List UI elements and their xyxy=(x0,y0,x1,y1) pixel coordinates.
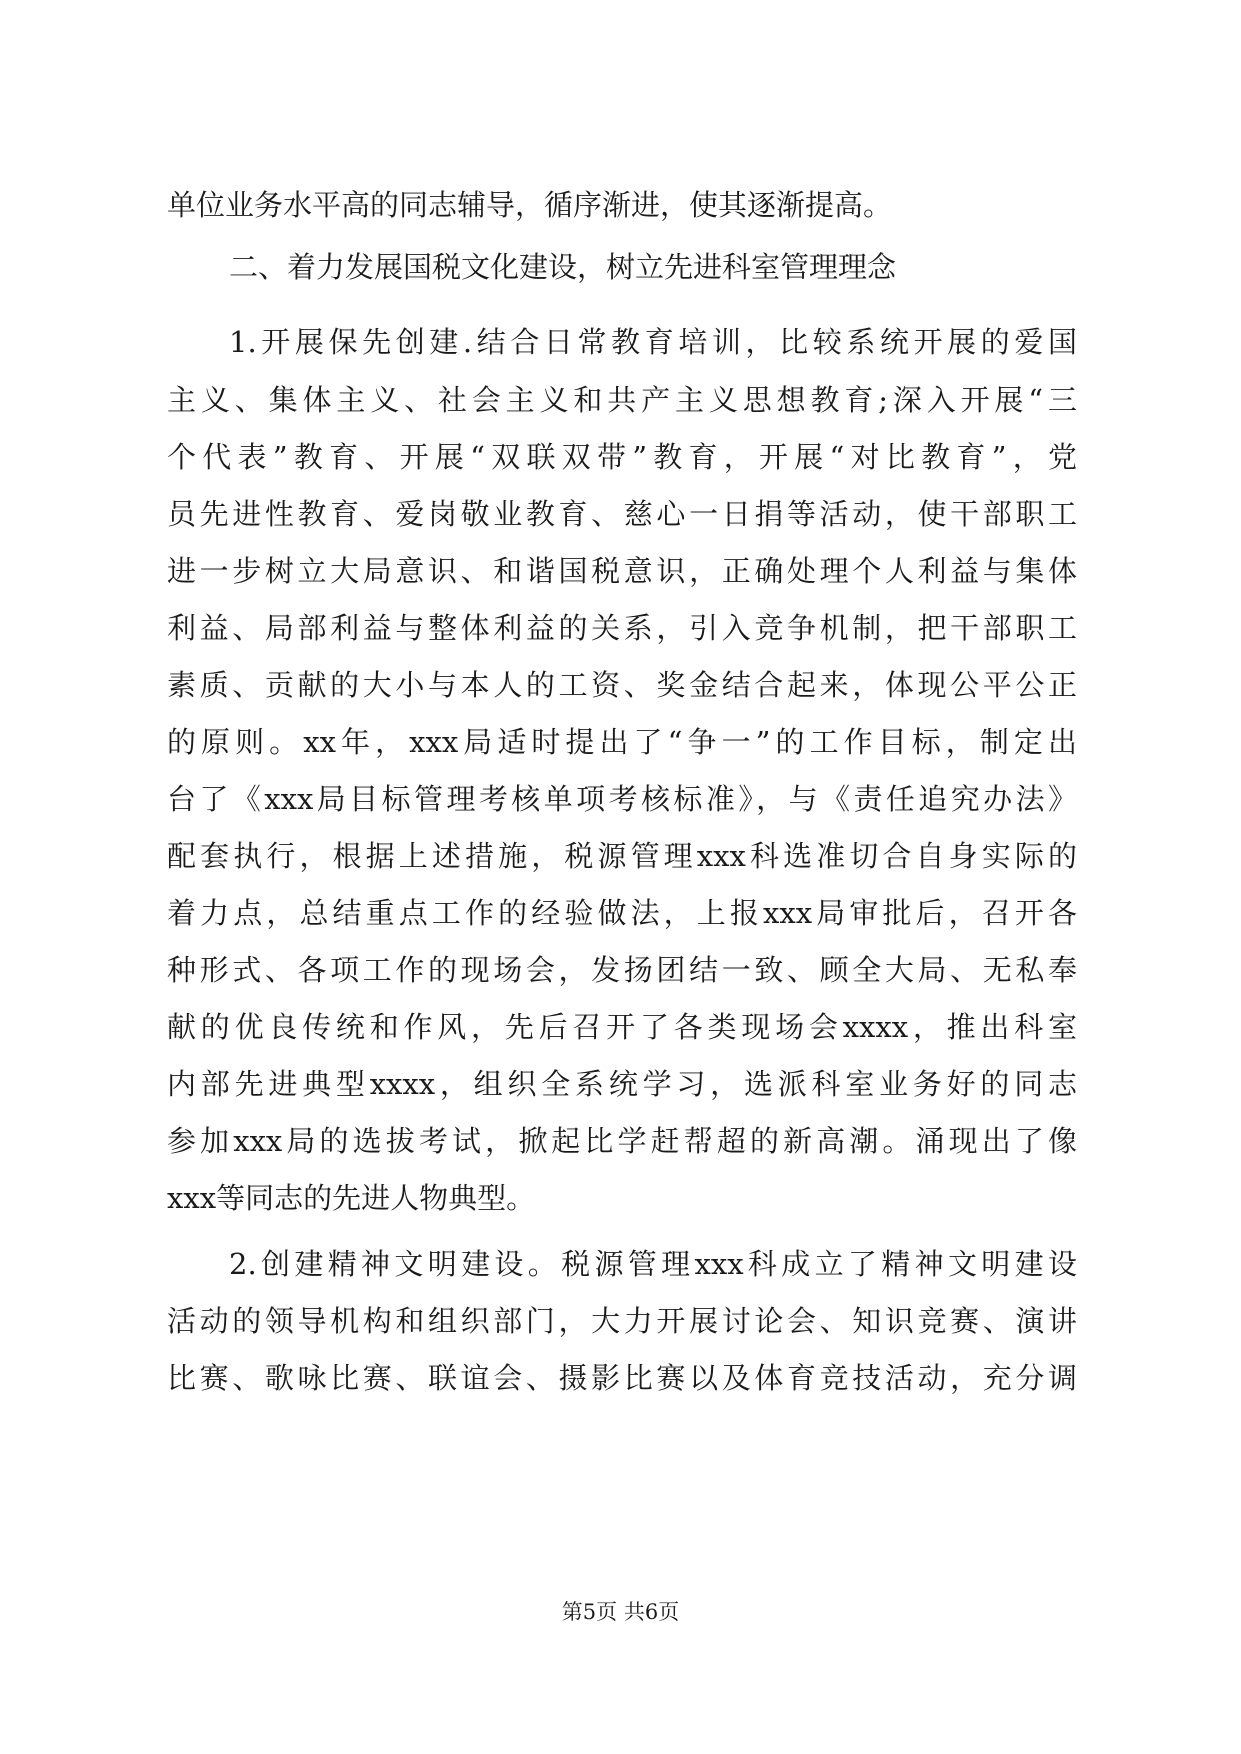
paragraph-line: 活动的领导机构和组织部门，大力开展讨论会、知识竞赛、演讲 xyxy=(167,1304,1077,1338)
paragraph-line: 参加xxx局的选拔考试，掀起比学赶帮超的新高潮。涌现出了像 xyxy=(167,1124,1077,1158)
page-number-footer: 第5页 共6页 xyxy=(561,1600,680,1624)
paragraph-line: 进一步树立大局意识、和谐国税意识，正确处理个人利益与集体 xyxy=(167,554,1077,588)
paragraph-line: 配套执行，根据上述措施，税源管理xxx科选准切合自身实际的 xyxy=(167,839,1077,873)
paragraph-line: 台了《xxx局目标管理考核单项考核标准》，与《责任追究办法》 xyxy=(167,782,1077,816)
paragraph-line: 员先进性教育、爱岗敬业教育、慈心一日捐等活动，使干部职工 xyxy=(167,497,1077,531)
paragraph-line: 献的优良传统和作风，先后召开了各类现场会xxxx，推出科室 xyxy=(167,1010,1077,1044)
paragraph-line: 个代表”教育、开展“双联双带”教育，开展“对比教育”，党 xyxy=(167,440,1077,474)
paragraph-line: 内部先进典型xxxx，组织全系统学习，选派科室业务好的同志 xyxy=(167,1067,1077,1101)
paragraph-line: 单位业务水平高的同志辅导，循序渐进，使其逐渐提高。 xyxy=(167,188,893,222)
paragraph-line: 的原则。xx年，xxx局适时提出了“争一”的工作目标，制定出 xyxy=(167,725,1077,759)
paragraph-line: 素质、贡献的大小与本人的工资、奖金结合起来，体现公平公正 xyxy=(167,668,1077,702)
paragraph-line: 种形式、各项工作的现场会，发扬团结一致、顾全大局、无私奉 xyxy=(167,953,1077,987)
paragraph-line: xxx等同志的先进人物典型。 xyxy=(167,1181,536,1215)
paragraph-line: 2.创建精神文明建设。税源管理xxx科成立了精神文明建设 xyxy=(229,1247,1077,1281)
paragraph-line: 比赛、歌咏比赛、联谊会、摄影比赛以及体育竞技活动，充分调 xyxy=(167,1361,1077,1395)
paragraph-line: 着力点，总结重点工作的经验做法，上报xxx局审批后，召开各 xyxy=(167,896,1077,930)
section-heading: 二、着力发展国税文化建设，树立先进科室管理理念 xyxy=(229,250,897,284)
paragraph-line: 主义、集体主义、社会主义和共产主义思想教育;深入开展“三 xyxy=(167,383,1077,417)
paragraph-line: 1.开展保先创建.结合日常教育培训，比较系统开展的爱国 xyxy=(229,325,1077,359)
paragraph-line: 利益、局部利益与整体利益的关系，引入竞争机制，把干部职工 xyxy=(167,611,1077,645)
